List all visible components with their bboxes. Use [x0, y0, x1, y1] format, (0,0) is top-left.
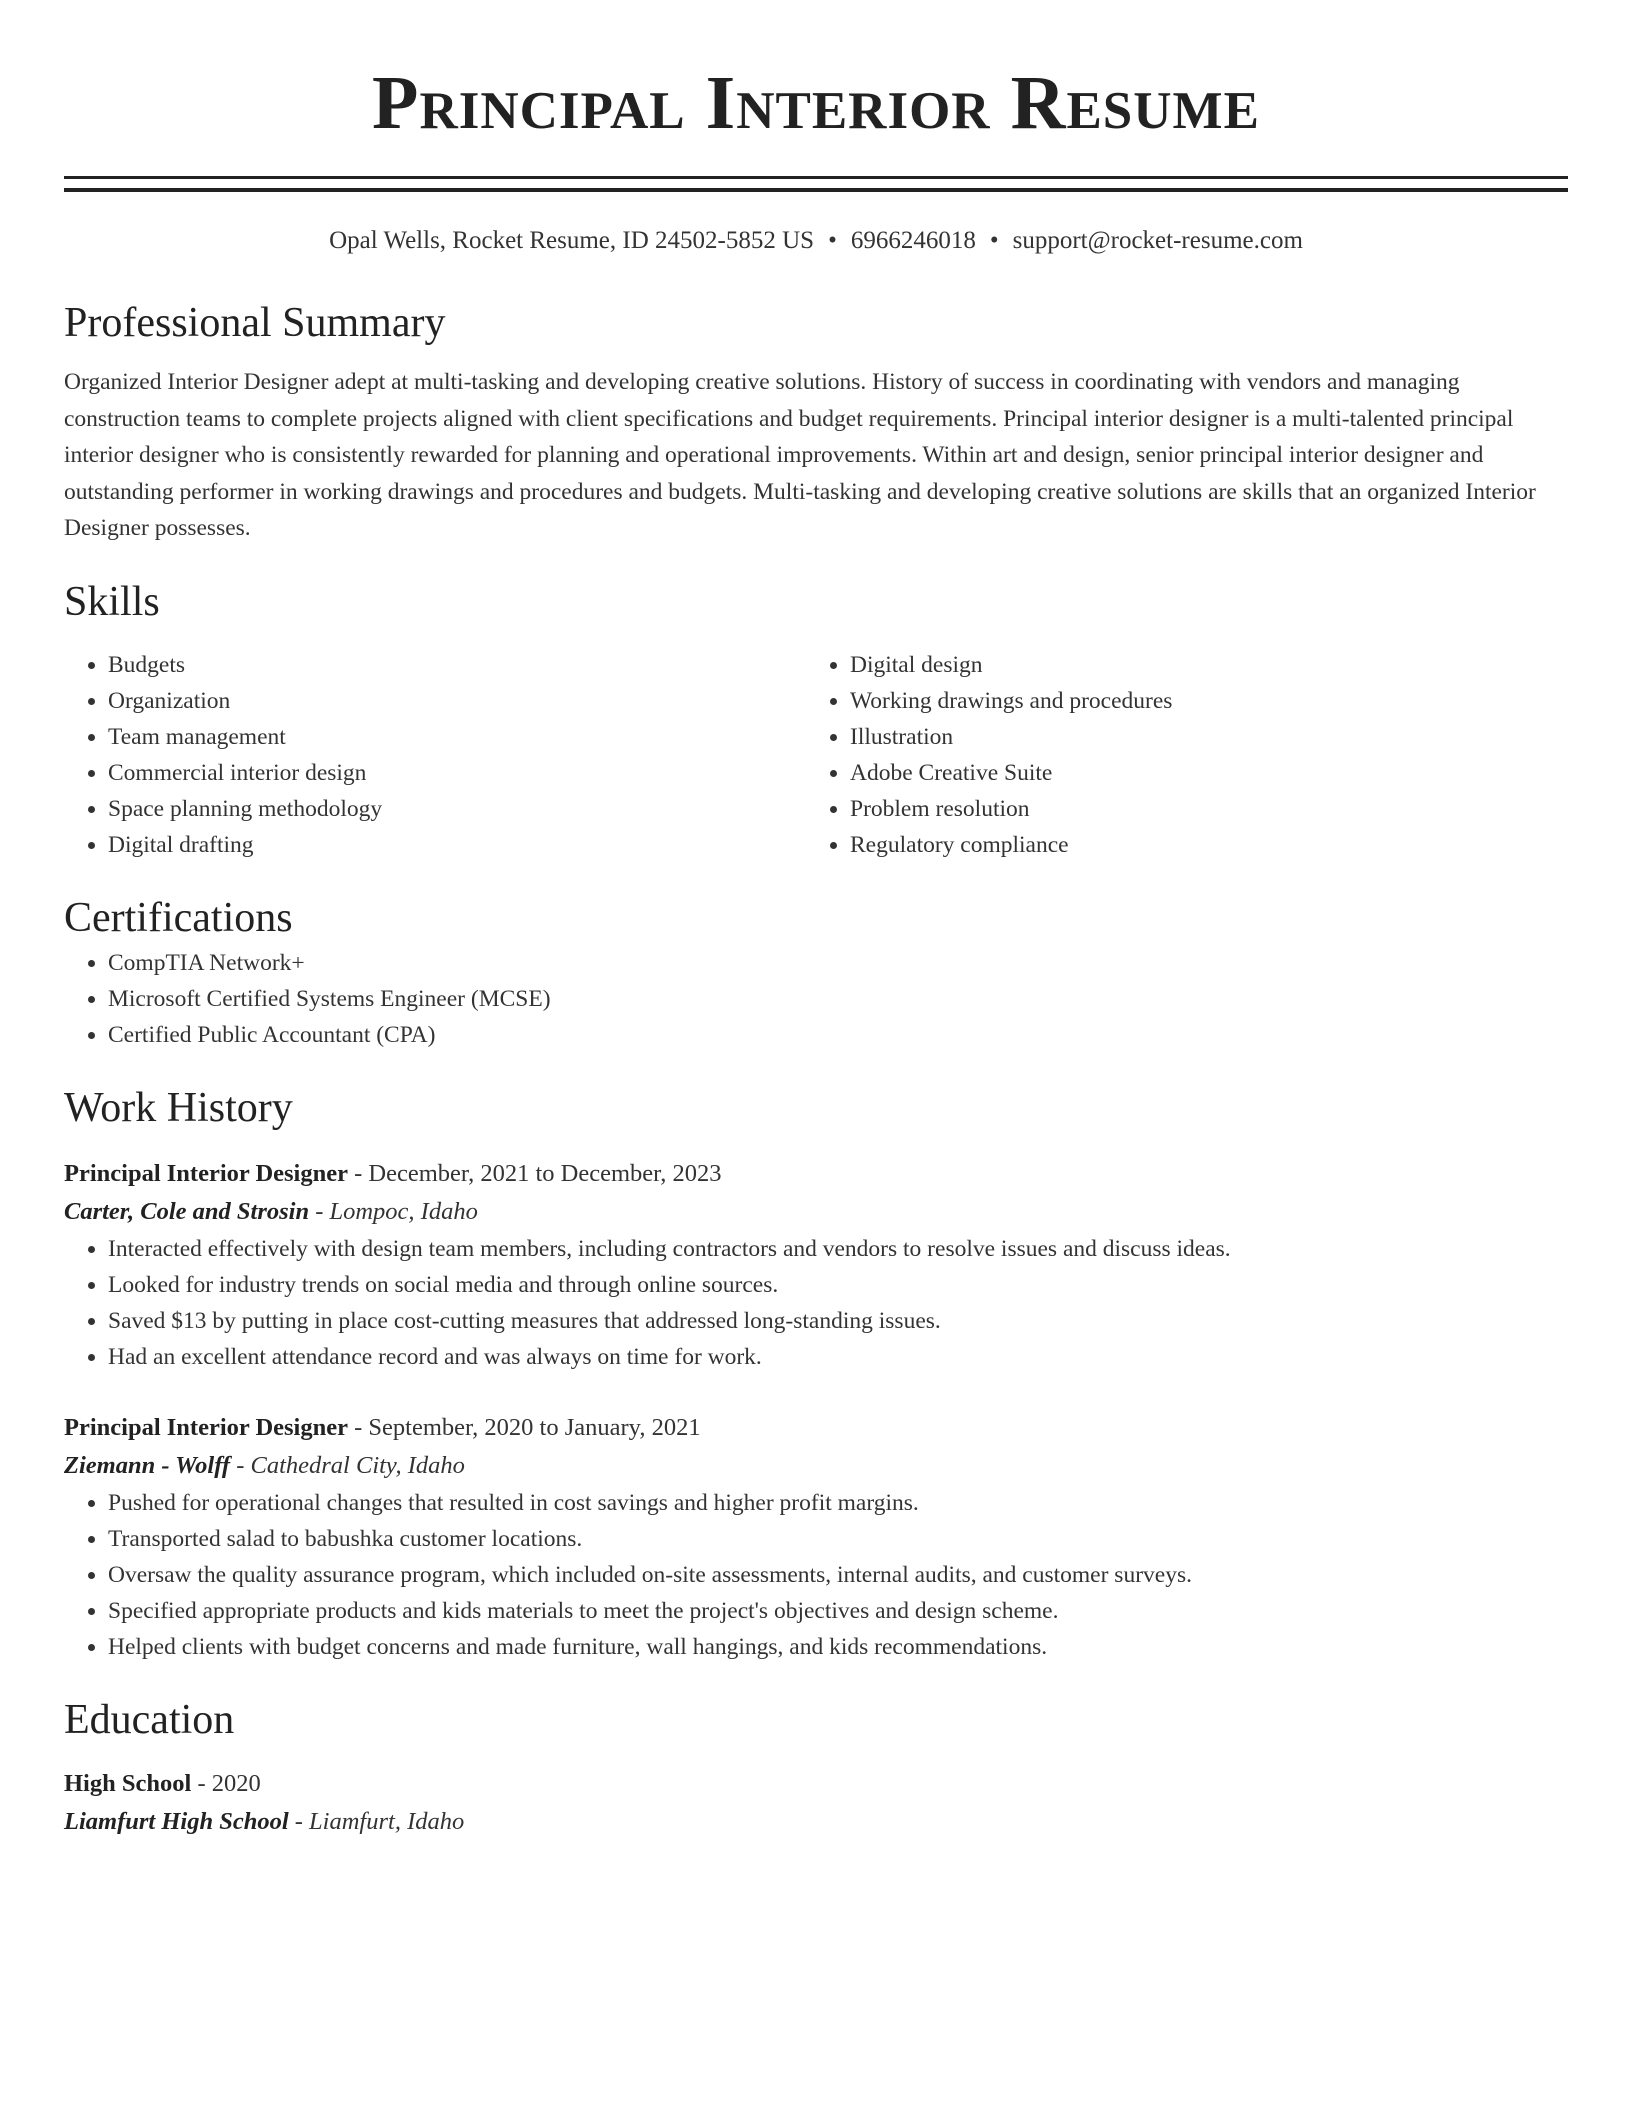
education-heading: Education	[64, 1696, 235, 1743]
job-duty-item: • Looked for industry trends on social media and through online sources.	[108, 1267, 1568, 1303]
skills-list-right	[806, 647, 1548, 863]
job-location: - Lompoc, Idaho	[309, 1197, 478, 1225]
job-duty-item: • Had an excellent attendance record and was always on time for work.	[108, 1339, 1568, 1375]
job-duty-item: • Specified appropriate products and kids materials to meet the project's objectives and design scheme.	[108, 1593, 1568, 1629]
job-title: Principal Interior Designer	[64, 1413, 348, 1441]
resume-title: Principal Interior Resume	[372, 61, 1260, 145]
job-duty-item: • Transported salad to babushka customer locations.	[108, 1521, 1568, 1557]
job-employer	[64, 1193, 1568, 1231]
education-header	[64, 1765, 1568, 1803]
job-company: Carter, Cole and Strosin	[64, 1197, 310, 1225]
certification-item: • Microsoft Certified Systems Engineer (MCSE)	[108, 981, 1568, 1017]
certification-item: • Certified Public Accountant (CPA)	[108, 1017, 1568, 1053]
contact-email: support@rocket-resume.com	[1012, 227, 1303, 254]
job-entry	[64, 1409, 1568, 1665]
job-company: Ziemann - Wolff	[64, 1451, 231, 1479]
job-location: - Cathedral City, Idaho	[230, 1451, 465, 1479]
summary-heading: Professional Summary	[64, 300, 446, 346]
skill-item: • Organization	[108, 683, 806, 719]
skill-item: • Regulatory compliance	[850, 827, 1548, 863]
job-header	[64, 1155, 1568, 1193]
job-duty-item: • Helped clients with budget concerns and made furniture, wall hangings, and kids recommendations.	[108, 1629, 1568, 1665]
job-dates: - December, 2021 to December, 2023	[347, 1159, 722, 1187]
education-school: Liamfurt High School	[64, 1807, 289, 1835]
job-duties-list	[64, 1231, 1568, 1375]
job-employer	[64, 1447, 1568, 1485]
contact-address: Opal Wells, Rocket Resume, ID 24502-5852 US	[329, 227, 815, 254]
skill-item: • Budgets	[108, 647, 806, 683]
education-location: - Liamfurt, Idaho	[288, 1807, 465, 1835]
skill-item: • Working drawings and procedures	[850, 683, 1548, 719]
skills-grid	[64, 647, 1568, 863]
certification-item: • CompTIA Network+	[108, 945, 1568, 981]
job-title: Principal Interior Designer	[64, 1159, 348, 1187]
skill-item: • Space planning methodology	[108, 791, 806, 827]
job-entry	[64, 1155, 1568, 1375]
summary-text: Organized Interior Designer adept at multi-tasking and developing creative solutions. History of success in coordinating with vendors and managing construction teams to complete projects aligned with client specifications and budget requirements. Principal interior designer is a multi-talented principal interior designer who is consistently rewarded for planning and operational improvements. Within art and design, senior principal interior designer and outstanding performer in working drawings and procedures and budgets. Multi-tasking and developing creative solutions are skills that an organized Interior Designer possesses.	[64, 369, 1536, 541]
job-duty-item: • Saved $13 by putting in place cost-cutting measures that addressed long-standing issues.	[108, 1303, 1568, 1339]
contact-separator: •	[828, 227, 837, 254]
skill-item: • Illustration	[850, 719, 1548, 755]
education-entry	[64, 1765, 1568, 1841]
skills-heading: Skills	[64, 578, 160, 625]
skill-item: • Problem resolution	[850, 791, 1548, 827]
certifications-heading: Certifications	[64, 894, 293, 941]
skill-item: • Team management	[108, 719, 806, 755]
skill-item: • Digital drafting	[108, 827, 806, 863]
contact-line	[64, 224, 1568, 258]
skill-item: • Commercial interior design	[108, 755, 806, 791]
contact-phone: 6966246018	[850, 227, 976, 254]
contact-separator: •	[989, 227, 999, 254]
job-duty-item: • Oversaw the quality assurance program, which included on-site assessments, internal audits, and customer surveys.	[108, 1557, 1568, 1593]
skill-item: • Adobe Creative Suite	[850, 755, 1548, 791]
education-school-line	[64, 1803, 1568, 1841]
job-duty-item: • Interacted effectively with design team members, including contractors and vendors to resolve issues and discuss ideas.	[108, 1231, 1568, 1267]
work-history-heading: Work History	[64, 1084, 293, 1131]
skill-item: • Digital design	[850, 647, 1548, 683]
education-degree: High School	[64, 1769, 192, 1797]
skills-list-left	[64, 647, 806, 863]
title-divider	[64, 176, 1568, 192]
job-duties-list	[64, 1485, 1568, 1665]
job-dates: - September, 2020 to January, 2021	[347, 1413, 701, 1441]
job-duty-item: • Pushed for operational changes that resulted in cost savings and higher profit margins.	[108, 1485, 1568, 1521]
job-header	[64, 1409, 1568, 1447]
education-year: - 2020	[191, 1769, 261, 1797]
certifications-list	[64, 945, 1568, 1053]
